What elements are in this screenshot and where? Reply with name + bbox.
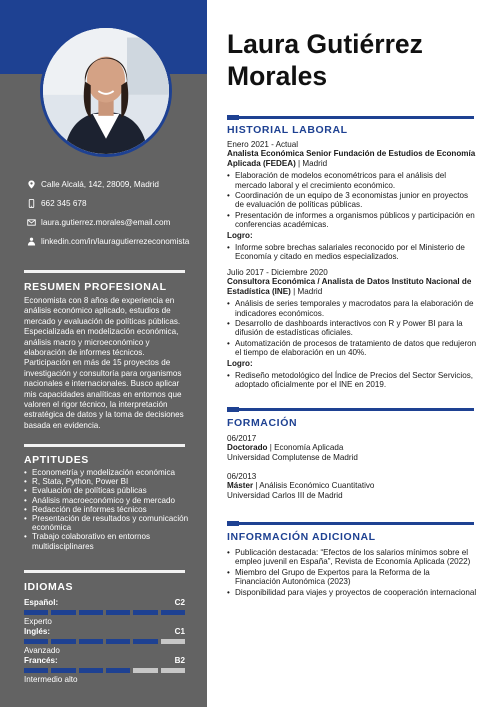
language-level: C1 [174, 627, 185, 636]
profile-photo-illustration [43, 28, 169, 154]
phone-icon [24, 199, 38, 208]
language-name: Francés: [24, 656, 58, 665]
skill-item: • Presentación de resultados y comunicación económica [24, 514, 189, 532]
additional-rule [227, 522, 474, 525]
job-bullets [227, 171, 477, 229]
language-level-segment [24, 610, 48, 615]
language-level-segment [51, 639, 75, 644]
profile-photo [40, 25, 172, 157]
logro-list [227, 371, 477, 390]
language-level-segment [79, 610, 103, 615]
education-date: 06/2013 [227, 472, 257, 481]
language-level-segment [79, 639, 103, 644]
additional-item: • Miembro del Grupo de Expertos para la Reforma de la Financiación Autonómica (2023) [227, 568, 477, 587]
language-level-bar [24, 639, 185, 644]
education-entry [227, 434, 477, 462]
education-date: 06/2017 [227, 434, 257, 443]
language-level: B2 [174, 656, 185, 665]
language-level-segment [51, 610, 75, 615]
language-level-segment [133, 610, 157, 615]
language-level-segment [24, 668, 48, 673]
experience-rule [227, 116, 474, 119]
job-location: | Madrid [290, 286, 323, 296]
language-name: Inglés: [24, 627, 51, 636]
language-french [24, 656, 185, 686]
education-school: Universidad Complutense de Madrid [227, 452, 358, 462]
language-level-segment [79, 668, 103, 673]
contact-address-text: Calle Alcalá, 142, 28009, Madrid [41, 180, 159, 189]
education-degree: Doctorado [227, 443, 268, 453]
job-dates: Enero 2021 - Actual [227, 140, 299, 149]
language-level-segment [161, 668, 185, 673]
language-level-segment [133, 668, 157, 673]
language-spanish [24, 598, 185, 628]
education-entry [227, 472, 477, 500]
education-field: | Análisis Económico Cuantitativo [253, 481, 375, 491]
language-level-label: Experto [24, 617, 52, 626]
language-level-label: Intermedio alto [24, 675, 78, 684]
experience-heading: HISTORIAL LABORAL [227, 124, 348, 136]
language-level-label: Avanzado [24, 646, 60, 655]
contact-address [24, 180, 194, 190]
language-level-bar [24, 610, 185, 615]
email-icon [24, 218, 38, 227]
contact-email [24, 218, 194, 228]
contact-linkedin [24, 237, 194, 247]
additional-list-block [227, 545, 477, 598]
skills-rule [24, 444, 185, 447]
skill-item: • Trabajo colaborativo en entornos multidisciplinares [24, 532, 189, 550]
education-heading: FORMACIÓN [227, 417, 298, 429]
language-level: C2 [174, 598, 185, 607]
education-field: | Economía Aplicada [267, 443, 344, 453]
skills-heading: APTITUDES [24, 454, 89, 466]
education-degree: Máster [227, 481, 254, 491]
job-location: | Madrid [295, 158, 328, 168]
language-level-segment [24, 639, 48, 644]
summary-rule [24, 270, 185, 273]
logro-list [227, 243, 477, 262]
contact-phone-text[interactable]: 662 345 678 [41, 199, 87, 208]
job-title: Analista Económica Senior Fundación de Estudios de Economía Aplicada (FEDEA) [227, 149, 476, 168]
job-bullet: • Análisis de series temporales y macrodatos para la elaboración de indicadores económicos. [227, 299, 477, 318]
language-level-segment [161, 639, 185, 644]
job-bullet: • Presentación de informes a organismos públicos y participación en conferencias académicas. [227, 211, 477, 230]
job-bullet: • Elaboración de modelos econométricos para el análisis del mercado laboral y el crecimiento económico. [227, 171, 477, 190]
languages-heading: IDIOMAS [24, 581, 74, 593]
language-english [24, 627, 185, 657]
skills-list [24, 468, 189, 551]
skill-item: • Análisis macroeconómico y de mercado [24, 496, 189, 505]
language-level-segment [133, 639, 157, 644]
skill-item: • R, Stata, Python, Power BI [24, 477, 189, 486]
job-entry: Enero 2021 - Actual Analista Económica Senior Fundación de Estudios de Economía Aplicada (FEDEA) | Madrid • Elaboración de modelos econométricos para el análisis del mercado laboral y el crecimiento económico. • Coordinación de un equipo de 3 economistas junior en proyectos de evaluación de políticas públicas. • Presentación de informes a organismos públicos y participación en conferencias académicas. Logro: • Informe sobre brechas salariales reconocido por el Ministerio de Economía y citado en medios especializados. [227, 140, 477, 263]
language-level-segment [106, 610, 130, 615]
job-title: Consultora Económica / Analista de Datos Instituto Nacional de Estadística (INE) [227, 277, 472, 296]
location-icon [24, 180, 38, 189]
additional-item: • Publicación destacada: “Efectos de los salarios mínimos sobre el empleo juvenil en España”, Revista de Economía Aplicada (2022) [227, 548, 477, 567]
logro-item: • Rediseño metodológico del Índice de Precios del Sector Servicios, adoptado oficialmente por el INE en 2019. [227, 371, 477, 390]
candidate-name: Laura Gutiérrez Morales [227, 29, 423, 91]
logro-item: • Informe sobre brechas salariales reconocido por el Ministerio de Economía y citado en medios especializados. [227, 243, 477, 262]
contact-list [24, 180, 194, 256]
summary-text: Economista con 8 años de experiencia en análisis económico aplicado, estudios de mercado y evaluación de políticas públicas. Especializada en modelización económica, análisis macro y microeconómico y elaboración de informes técnicos. Participación en más de 15 proyectos de investigación y consultoría para organismos nacionales e internacionales. Busco aplicar mis capacidades analíticas en entornos que valoren el rigor técnico, la interpretación estratégica de datos y la toma de decisiones basada en evidencia. [24, 296, 184, 430]
language-level-bar [24, 668, 185, 673]
skill-item: • Evaluación de políticas públicas [24, 486, 189, 495]
contact-phone [24, 199, 194, 209]
skill-item: • Econometría y modelización económica [24, 468, 189, 477]
job-dates: Julio 2017 - Diciembre 2020 [227, 268, 328, 277]
linkedin-icon [24, 237, 38, 246]
job-bullets [227, 299, 477, 357]
contact-email-text[interactable]: laura.gutierrez.morales@email.com [41, 218, 171, 227]
logro-label: Logro [227, 358, 250, 368]
language-level-segment [106, 639, 130, 644]
language-level-segment [106, 668, 130, 673]
summary-heading: RESUMEN PROFESIONAL [24, 281, 167, 293]
languages-rule [24, 570, 185, 573]
additional-list [227, 548, 477, 597]
language-name: Español: [24, 598, 59, 607]
skill-item: • Redacción de informes técnicos [24, 505, 189, 514]
sidebar [0, 0, 207, 707]
additional-item: • Disponibilidad para viajes y proyectos de cooperación internacional [227, 588, 477, 597]
additional-heading: INFORMACIÓN ADICIONAL [227, 531, 376, 543]
job-entry: Julio 2017 - Diciembre 2020 Consultora Económica / Analista de Datos Instituto Nacional de Estadística (INE) | Madrid • Análisis de series temporales y macrodatos para la elaboración de indicadores económicos. • Desarrollo de dashboards interactivos con R y Power BI para la difusión de estadísticas oficiales. • Automatización de procesos de tratamiento de datos que redujeron el tiempo de elaboración en un 40%. Logro: • Rediseño metodológico del Índice de Precios del Sector Servicios, adoptado oficialmente por el INE en 2019. [227, 268, 477, 391]
language-level-segment [51, 668, 75, 673]
education-rule [227, 408, 474, 411]
education-school: Universidad Carlos III de Madrid [227, 490, 343, 500]
job-bullet: • Desarrollo de dashboards interactivos con R y Power BI para la difusión de estadísticas oficiales. [227, 319, 477, 338]
job-bullet: • Coordinación de un equipo de 3 economistas junior en proyectos de evaluación de políticas públicas. [227, 191, 477, 210]
job-bullet: • Automatización de procesos de tratamiento de datos que redujeron el tiempo de elaboración en un 40%. [227, 339, 477, 358]
logro-label: Logro [227, 230, 250, 240]
contact-linkedin-text[interactable]: linkedin.com/in/lauragutierrezeconomista [41, 237, 190, 246]
language-level-segment [161, 610, 185, 615]
